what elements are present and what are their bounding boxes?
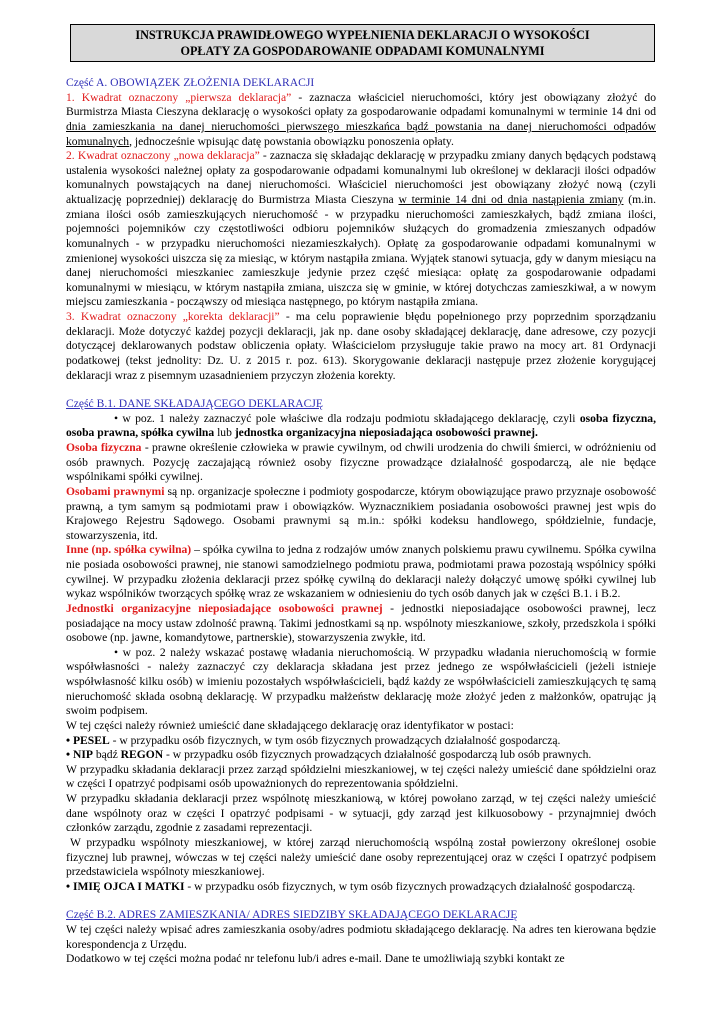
b2-paragraph-1: W tej części należy wpisać adres zamieszkania osoby/adres podmiotu składającego deklarację. Na adres ten kierowana będzie korespondencja z Urzędu. bbox=[66, 923, 656, 951]
section-b2-heading: Część B.2. ADRES ZAMIESZKANIA/ ADRES SIEDZIBY SKŁADAJĄCEGO DEKLARACJĘ bbox=[66, 908, 518, 922]
b2-paragraph-2: Dodatkowo w tej części można podać nr telefonu lub/i adres e-mail. Dane te umożliwiają szybki kontakt ze bbox=[66, 952, 565, 966]
item-2-lead: 2. Kwadrat oznaczony „nowa deklaracja” bbox=[66, 149, 260, 163]
b1-inne: Inne (np. spółka cywilna) – spółka cywilna to jedna z rodzajów umów znanych polskiemu prawu cywilnemu. Spółka cywilna nie posiada osobowości prawnej, nie stanowi samodzielnego podmiotu prawa, podmiotami prawa pozostają wspólnicy spółki cywilnej. W przypadku złożenia deklaracji przez spółkę cywilną do deklaracji należy dołączyć umowę spółki cywilnej lub wykaz wspólników tworzących spółkę wraz ze wskazaniem w odniesieniu do tych osób danych jak w części B.1. i B.2. bbox=[66, 543, 656, 601]
b1-imie-ojca-matki: • IMIĘ OJCA I MATKI - w przypadku osób fizycznych, w tym osób fizycznych prowadzących działalność gospodarczą. bbox=[66, 879, 636, 893]
title-line-1: INSTRUKCJA PRAWIDŁOWEGO WYPEŁNIENIA DEKLARACJI O WYSOKOŚCI bbox=[135, 28, 590, 42]
b1-identyfikator: W tej części należy również umieścić dane składającego deklarację oraz identyfikator w postaci: bbox=[66, 718, 514, 732]
b1-osoby-prawne: Osobami prawnymi są np. organizacje społeczne i podmioty gospodarcze, którym obowiązujące prawo przyznaje osobowość prawną, a tym samym są podmiotami praw i obowiązków. Wyznacznikiem posiadania osobowości prawnej jest wpis do Krajowego Rejestru Sądowego. Osobami prawnymi są m.in.: spółki kodeksu handlowego, spółdzielnie, fundacje, stowarzyszenia, itd. bbox=[66, 484, 656, 542]
b1-jednostki: Jednostki organizacyjne nieposiadające osobowości prawnej - jednostki nieposiadające osobowości prawnej, lecz posiadające na mocy ustaw zdolność prawną. Takimi jednostkami są np. wspólnoty mieszkaniowe, szkoły, przedszkola i spółki osobowe (np. jawne, komandytowe, partnerskie), stowarzyszenia zwykłe, itd. bbox=[66, 601, 656, 645]
title-box bbox=[70, 24, 655, 62]
b1-nip-regon: • NIP bądź REGON - w przypadku osób fizycznych prowadzących działalność gospodarczą lub osób prawnych. bbox=[66, 748, 592, 762]
b1-osoba-fizyczna: Osoba fizyczna - prawne określenie człowieka w prawie cywilnym, od chwili urodzenia do chwili śmierci, w odróżnieniu od osób prawnych. Pozycję zaczajającą również osoby fizyczne prowadzące działalność gospodarczą, ale nie będące wspólnikami spółki cywilnej. bbox=[66, 441, 656, 484]
b1-intro: • w poz. 1 należy zaznaczyć pole właściwe dla rodzaju podmiotu składającego deklarację, czyli osoba fizyczna, osoba prawna, spółka cywilna lub jednostka organizacyjna nieposiadająca osobowości prawnej. bbox=[66, 411, 656, 440]
section-a-item-2: 2. Kwadrat oznaczony „nowa deklaracja” - zaznacza się składając deklarację w przypadku zmiany danych będących podstawą ustalenia wysokości należnej opłaty za gospodarowanie odpadami komunalnymi lub określonej w deklaracji ilości odpadów komunalnych powstających na danej nieruchomości. Właściciel nieruchomości jest obowiązany złożyć nową (czyli aktualizację poprzedniej) deklarację do Burmistrza Miasta Cieszyna w terminie 14 dni od dnia nastąpienia zmiany (m.in. zmiana ilości osób zamieszkujących nieruchomość - w przypadku nieruchomości zamieszkałych, bądź zmiana ilości, pojemności pojemników czy częstotliwości odbioru pojemników służących do gromadzenia zmieszanych odpadów komunalnych - w przypadku nieruchomości niezamieszkałych). Opłatę za gospodarowanie odpadami komunalnymi w zmienionej wysokości uiszcza się za miesiąc, w którym nastąpiła zmiana. Wyjątek stanowi sytuacja, gdy w danym miesiącu na danej nieruchomości mieszkaniec zamieszkuje jedynie przez część miesiąca: opłatę za gospodarowanie odpadami komunalnymi w miesiącu, w którym nastąpiła zmiana, uiszcza się w gminie, w której dotychczas zamieszkiwał, a w nowym miejscu zamieszkania - począwszy od miesiąca następnego, po którym nastąpiła zmiana. bbox=[66, 149, 657, 309]
b1-poz2: • w poz. 2 należy wskazać postawę władania nieruchomością. W przypadku władania nieruchomością w formie współwłasności - należy zaznaczyć czy deklaracja składana jest przez jednego ze współwłaścicieli (jeżeli istnieje współwłasność kilku osób) w imieniu pozostałych współwłaścicieli, bądź każdy ze współwłaścicieli zamieszkujących tę samą nieruchomość składa osobną deklarację. W przypadku małżeństw deklarację może złożyć jeden z małżonków, opatrując ją swoim podpisem. bbox=[66, 645, 656, 718]
item-3-lead: 3. Kwadrat oznaczony „korekta deklaracji” bbox=[66, 310, 280, 323]
spacer bbox=[66, 894, 656, 908]
b1-zarzad-spoldzielni: W przypadku składania deklaracji przez zarząd spółdzielni mieszkaniowej, w tej części należy umieścić dane spółdzielni oraz w części I opatrzyć podpisami osób upoważnionych do reprezentowania spółdzielni. bbox=[66, 762, 656, 791]
section-b1-heading: Część B.1. DANE SKŁADAJĄCEGO DEKLARACJĘ bbox=[66, 397, 323, 411]
item-1-lead: 1. Kwadrat oznaczony „pierwsza deklaracja” bbox=[66, 90, 292, 104]
b1-wspolnota-osoba: W przypadku wspólnoty mieszkaniowej, w której zarząd nieruchomością wspólną został powierzony określonej osobie fizycznej lub prawnej, wówczas w tej części należy umieścić dane osoby reprezentującej oraz w części I opatrzyć podpisem przedstawiciela wspólnoty mieszkaniowej. bbox=[66, 835, 656, 879]
title-line-2: OPŁATY ZA GOSPODAROWANIE ODPADAMI KOMUNALNYMI bbox=[180, 44, 545, 58]
document-body bbox=[66, 76, 656, 967]
spacer bbox=[66, 383, 656, 397]
section-a-item-1: 1. Kwadrat oznaczony „pierwsza deklaracja” - zaznacza właściciel nieruchomości, który jest obowiązany złożyć do Burmistrza Miasta Cieszyna deklarację o wysokości opłaty za gospodarowanie odpadami komunalnymi w terminie 14 dni od dnia zamieszkania na danej nieruchomości pierwszego mieszkańca bądź powstania na danej nieruchomości odpadów komunalnych, jednocześnie wpisując datę powstania obowiązku ponoszenia opłaty. bbox=[66, 90, 656, 148]
b1-pesel: • PESEL - w przypadku osób fizycznych, w tym osób fizycznych prowadzących działalność gospodarczą. bbox=[66, 733, 561, 747]
section-a-item-3: 3. Kwadrat oznaczony „korekta deklaracji” - ma celu poprawienie błędu popełnionego przy poprzednim sporządzaniu deklaracji. Może dotyczyć każdej pozycji deklaracji, jak np. dane osoby składającej deklarację, dane adresowe, czy pozycji dotyczącej deklarowanych podstaw obliczenia opłaty. Właścicielom przysługuje takie prawo na mocy art. 81 Ordynacji podatkowej (tekst jednolity: Dz. U. z 2015 r. poz. 613). Skorygowanie deklaracji następuje przez złożenie korygującej deklaracji wraz z pisemnym uzasadnieniem przyczyn złożenia korekty. bbox=[66, 310, 656, 382]
b1-wspolnota-zarzad: W przypadku składania deklaracji przez wspólnotę mieszkaniową, w której powołano zarząd, w tej części należy umieścić dane wspólnoty oraz w części I opatrzyć podpisami - w sytuacji, gdy zarząd jest kilkuosobowy - przynajmniej dwóch członków zarządu, zgodnie z zasadami reprezentacji. bbox=[66, 792, 656, 835]
section-a-heading: Część A. OBOWIĄZEK ZŁOŻENIA DEKLARACJI bbox=[66, 76, 315, 89]
